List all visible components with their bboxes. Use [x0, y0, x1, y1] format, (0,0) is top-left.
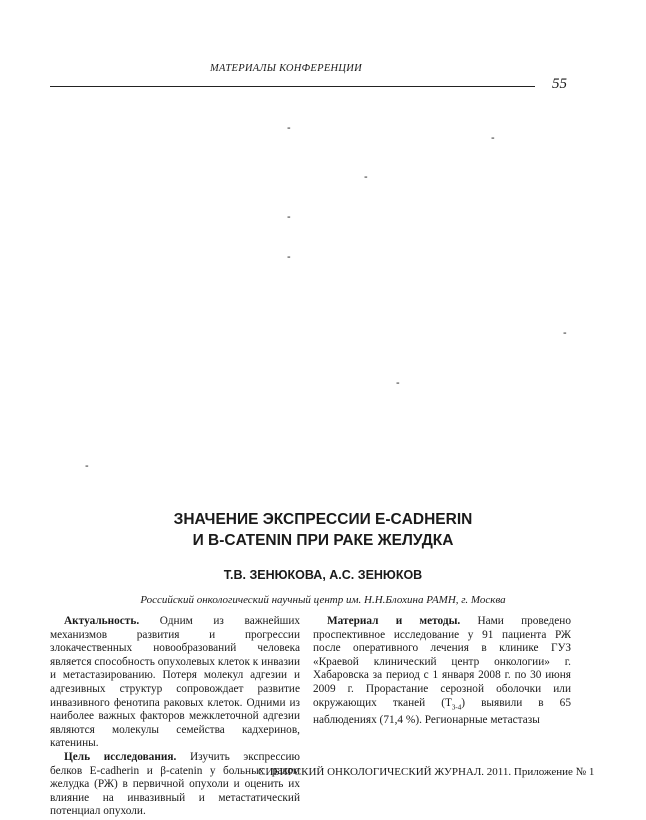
- paragraph-relevance: [50, 615, 300, 751]
- running-header: МАТЕРИАЛЫ КОНФЕРЕНЦИИ: [210, 63, 363, 74]
- dash-artifact: -: [491, 132, 495, 144]
- paragraph-text: Нами проведено проспективное исследование у 91 пациента РЖ после оперативного лечения в клинике ГУЗ «Краевой клинический центр онкологии» г. Хабаровска за период с 1 января 2008 г. по 30 июня 2009 г. Прорастание серозной оболочки или окружающих тканей (T: [313, 615, 571, 709]
- paragraph-lead: Актуальность.: [64, 615, 140, 627]
- paragraph-methods: [313, 615, 571, 728]
- dash-artifact: -: [396, 377, 400, 389]
- subscript: 3-4: [451, 702, 462, 711]
- article-authors: Т.В. ЗЕНЮКОВА, А.С. ЗЕНЮКОВ: [223, 568, 423, 582]
- paragraph-text: Изучить экспрессию белков E-cadherin и β-catenin у больных раком желудка (РЖ) в первичной опухоли и оценить их влияние на инвазивный и метастатический потенциал опухоли.: [50, 750, 301, 818]
- paragraph-aim: [50, 751, 300, 819]
- paragraph-text: ) выявили в 65 наблюдениях (71,4 %). Регионарные метастазы: [313, 696, 571, 727]
- article-affiliation: Российский онкологический научный центр им. Н.Н.Блохина РАМН, г. Москва: [140, 594, 506, 606]
- body-column-right: [313, 615, 571, 728]
- header-rule: [50, 86, 535, 87]
- body-column-left: [50, 615, 300, 819]
- dash-artifact: -: [287, 211, 291, 223]
- dash-artifact: -: [287, 251, 291, 263]
- paragraph-lead: Цель исследования.: [64, 750, 177, 763]
- paragraph-lead: Материал и методы.: [327, 615, 461, 627]
- article-title-line-1: ЗНАЧЕНИЕ ЭКСПРЕССИИ E-CADHERIN: [173, 511, 473, 528]
- article-title-line-2: И B-CATENIN ПРИ РАКЕ ЖЕЛУДКА: [192, 532, 454, 549]
- paragraph-text: Одним из важнейших механизмов развития и прогрессии злокачественных новообразований человека является способность опухолевых клеток к инвазии и метастазированию. Потеря молекул адгезии и адгезивных структур сопровождает развитие инвазивного фенотипа раковых клеток. Одними из наиболее важных факторов межклеточной адгезии являются молекулы семейства кадхеринов, катенины.: [50, 615, 301, 750]
- dash-artifact: -: [563, 327, 567, 339]
- dash-artifact: -: [85, 460, 89, 472]
- dash-artifact: -: [287, 122, 291, 134]
- page-number: 55: [552, 76, 567, 92]
- journal-footer: СИБИРСКИЙ ОНКОЛОГИЧЕСКИЙ ЖУРНАЛ. 2011. Приложение № 1: [258, 766, 595, 778]
- dash-artifact: -: [364, 171, 368, 183]
